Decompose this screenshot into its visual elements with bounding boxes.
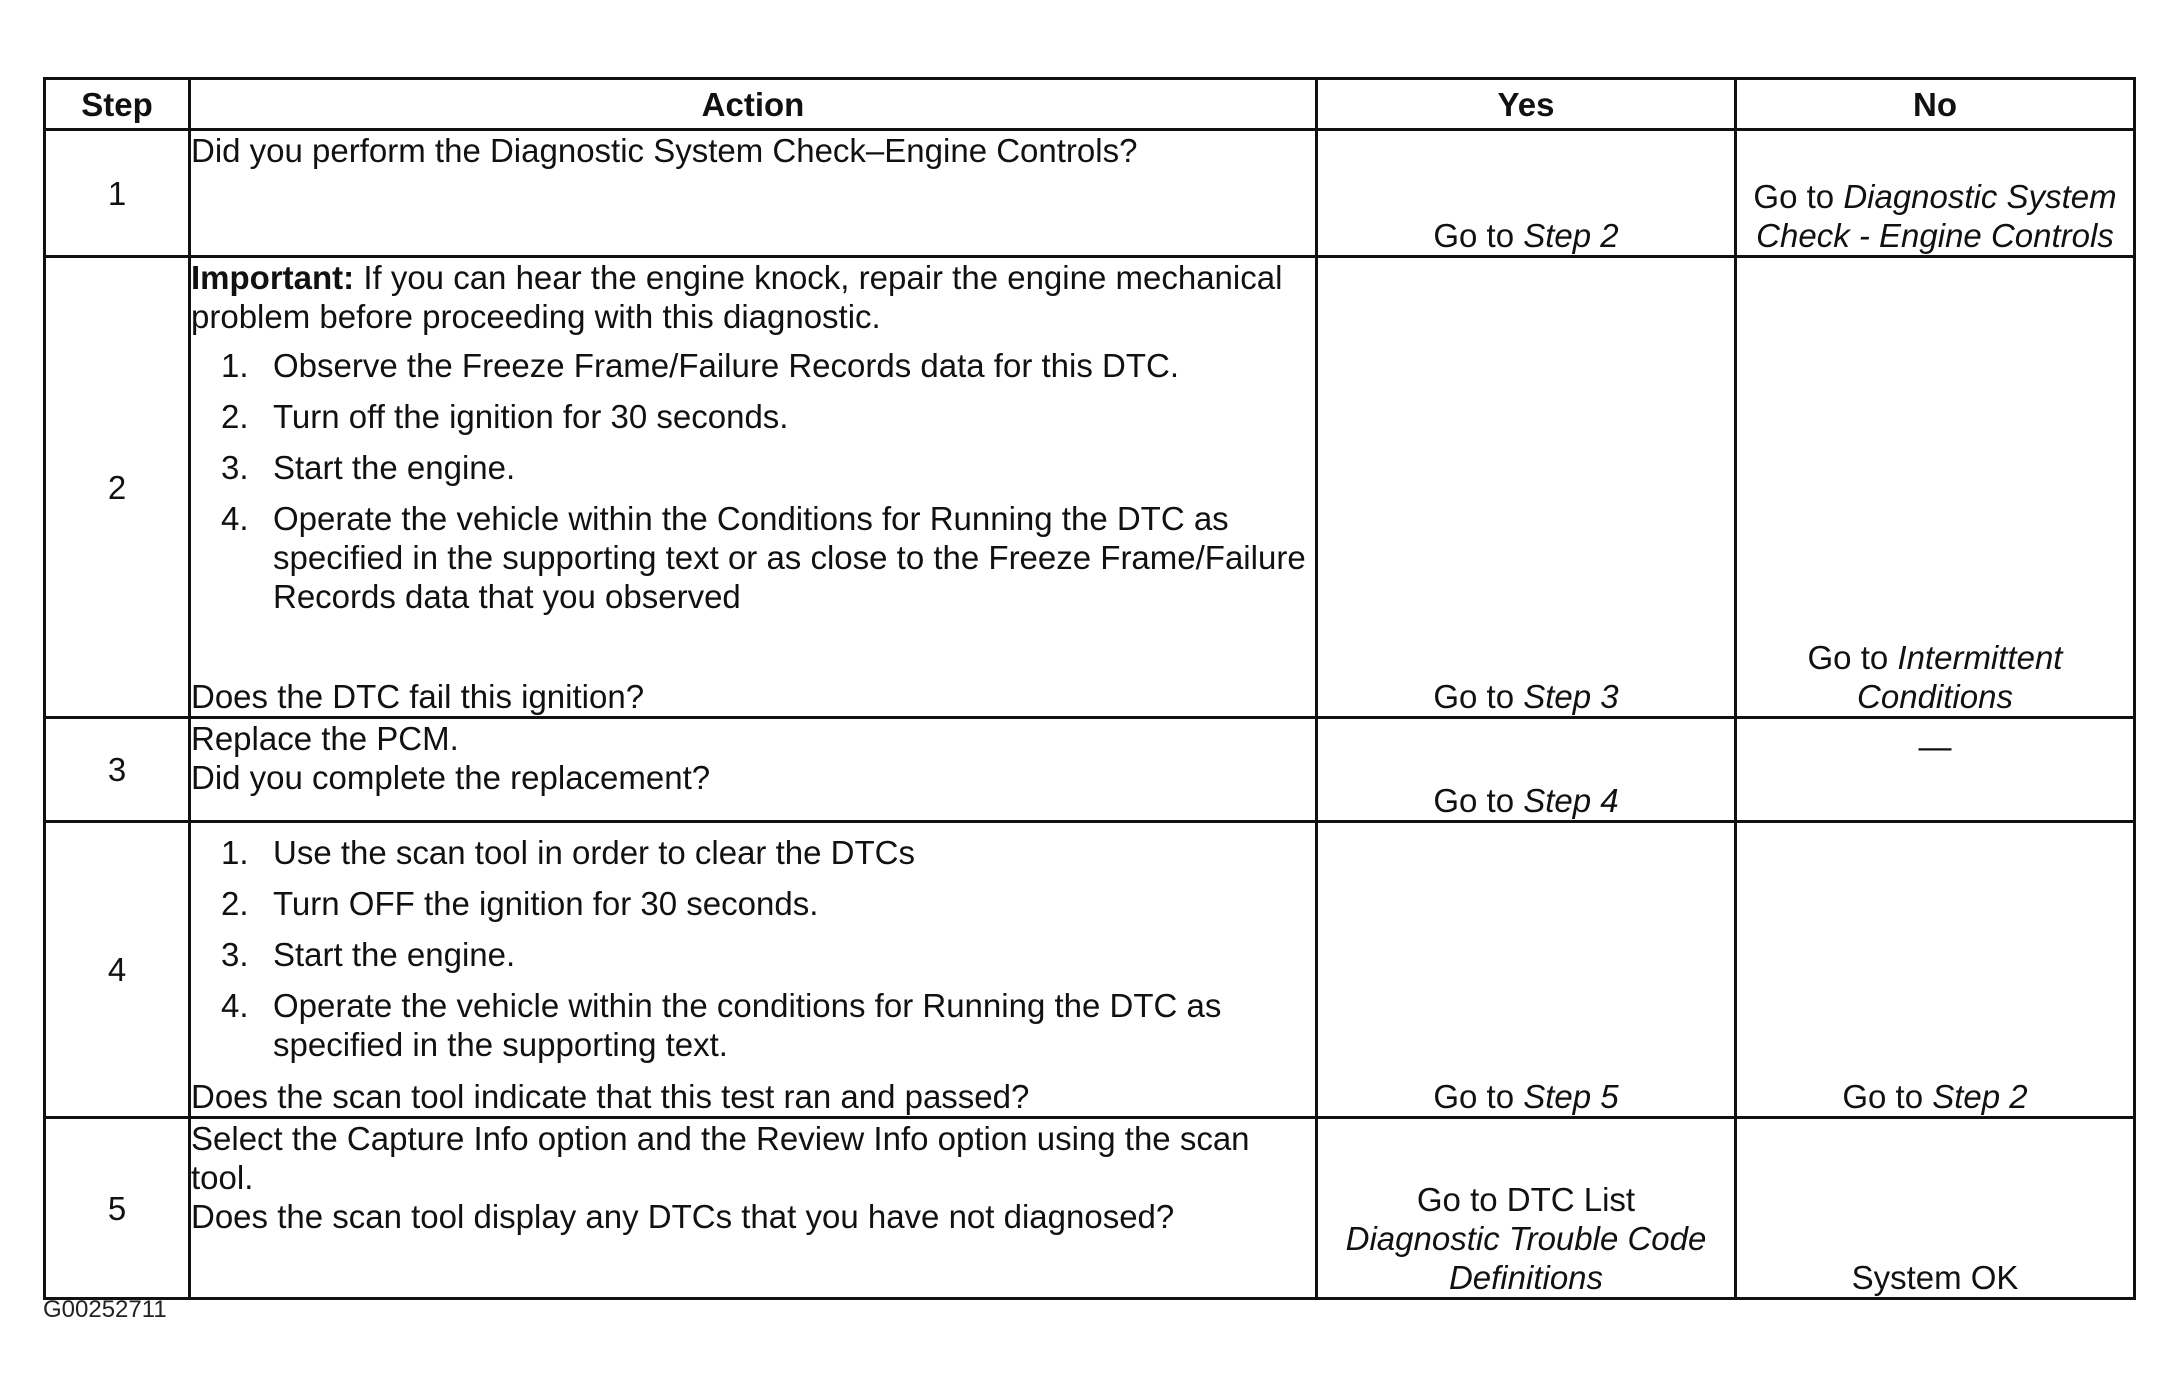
- no-prefix: Go to: [1753, 178, 1844, 215]
- header-yes: Yes: [1317, 79, 1736, 130]
- no-cell: [1736, 822, 2135, 1118]
- list-text: Start the engine.: [273, 936, 516, 973]
- action-cell: [190, 257, 1317, 718]
- yes-prefix: Go to: [1433, 678, 1524, 715]
- list-item: [221, 448, 1315, 487]
- no-prefix: Go to: [1842, 1078, 1933, 1115]
- list-number: 3.: [221, 449, 249, 486]
- diagnostic-table: [43, 77, 2136, 1300]
- action-question: Does the DTC fail this ignition?: [191, 678, 645, 715]
- table-row: [45, 718, 2135, 822]
- table-row: [45, 1118, 2135, 1299]
- step-number: 5: [45, 1118, 190, 1299]
- no-prefix: Go to: [1807, 639, 1898, 676]
- no-cell: [1736, 257, 2135, 718]
- list-text: Turn off the ignition for 30 seconds.: [273, 398, 789, 435]
- table-row: [45, 130, 2135, 257]
- list-text: Operate the vehicle within the Conditions for Running the DTC as specified in the supporting text or as close to the Freeze Frame/Failure Records data that you observed: [273, 500, 1306, 615]
- action-text: Did you perform the Diagnostic System Check–Engine Controls?: [191, 132, 1138, 169]
- yes-prefix: Go to DTC List: [1416, 1181, 1636, 1218]
- list-item: [221, 397, 1315, 436]
- list-number: 3.: [221, 936, 249, 973]
- list-item: [221, 833, 1315, 872]
- step-number: 2: [45, 257, 190, 718]
- list-text: Use the scan tool in order to clear the DTCs: [273, 834, 915, 871]
- yes-link[interactable]: Step 5: [1523, 1078, 1619, 1115]
- action-text: Replace the PCM.: [191, 720, 459, 757]
- no-cell: [1736, 718, 2135, 822]
- list-number: 2.: [221, 885, 249, 922]
- figure-id: G00252711: [43, 1296, 167, 1323]
- list-number: 2.: [221, 398, 249, 435]
- no-link[interactable]: Step 2: [1932, 1078, 2028, 1115]
- list-number: 1.: [221, 834, 249, 871]
- list-text: Operate the vehicle within the conditions for Running the DTC as specified in the supporting text.: [273, 987, 1222, 1063]
- no-dash: —: [1918, 728, 1952, 765]
- yes-cell: [1317, 822, 1736, 1118]
- list-item: [221, 499, 1315, 616]
- no-link[interactable]: Intermittent Conditions: [1857, 639, 2063, 715]
- header-no: No: [1736, 79, 2135, 130]
- yes-prefix: Go to: [1433, 782, 1524, 819]
- list-item: [221, 884, 1315, 923]
- yes-link[interactable]: Diagnostic Trouble Code Definitions: [1345, 1220, 1707, 1296]
- header-step: Step: [45, 79, 190, 130]
- yes-link[interactable]: Step 4: [1523, 782, 1619, 819]
- yes-prefix: Go to: [1433, 217, 1524, 254]
- table-row: [45, 257, 2135, 718]
- no-link[interactable]: Diagnostic System Check - Engine Controls: [1756, 178, 2117, 254]
- list-text: Turn OFF the ignition for 30 seconds.: [273, 885, 819, 922]
- list-number: 1.: [221, 347, 249, 384]
- step-number: 3: [45, 718, 190, 822]
- yes-cell: [1317, 257, 1736, 718]
- step-number: 1: [45, 130, 190, 257]
- action-cell: [190, 822, 1317, 1118]
- yes-prefix: Go to: [1433, 1078, 1524, 1115]
- action-cell: [190, 130, 1317, 257]
- action-question: Does the scan tool display any DTCs that you have not diagnosed?: [191, 1198, 1175, 1235]
- important-label: Important:: [191, 259, 355, 296]
- action-cell: [190, 718, 1317, 822]
- no-result: System OK: [1851, 1259, 2019, 1296]
- list-item: [221, 346, 1315, 385]
- header-row: [45, 79, 2135, 130]
- yes-cell: [1317, 1118, 1736, 1299]
- procedure-list: [191, 346, 1315, 616]
- important-note: [191, 258, 1315, 336]
- action-question: Did you complete the replacement?: [191, 759, 711, 796]
- list-text: Observe the Freeze Frame/Failure Records data for this DTC.: [273, 347, 1179, 384]
- list-item: [221, 986, 1315, 1064]
- list-text: Start the engine.: [273, 449, 516, 486]
- list-item: [221, 935, 1315, 974]
- important-text: If you can hear the engine knock, repair the engine mechanical problem before proceeding with this diagnostic.: [191, 259, 1283, 335]
- yes-cell: [1317, 718, 1736, 822]
- yes-link[interactable]: Step 2: [1523, 217, 1619, 254]
- header-action: Action: [190, 79, 1317, 130]
- step-number: 4: [45, 822, 190, 1118]
- table-row: [45, 822, 2135, 1118]
- procedure-list: [191, 833, 1315, 1076]
- yes-cell: [1317, 130, 1736, 257]
- yes-link[interactable]: Step 3: [1523, 678, 1619, 715]
- action-question: Does the scan tool indicate that this test ran and passed?: [191, 1078, 1030, 1115]
- list-number: 4.: [221, 987, 249, 1024]
- action-cell: [190, 1118, 1317, 1299]
- no-cell: [1736, 130, 2135, 257]
- action-text: Select the Capture Info option and the Review Info option using the scan tool.: [191, 1120, 1250, 1196]
- no-cell: [1736, 1118, 2135, 1299]
- list-number: 4.: [221, 500, 249, 537]
